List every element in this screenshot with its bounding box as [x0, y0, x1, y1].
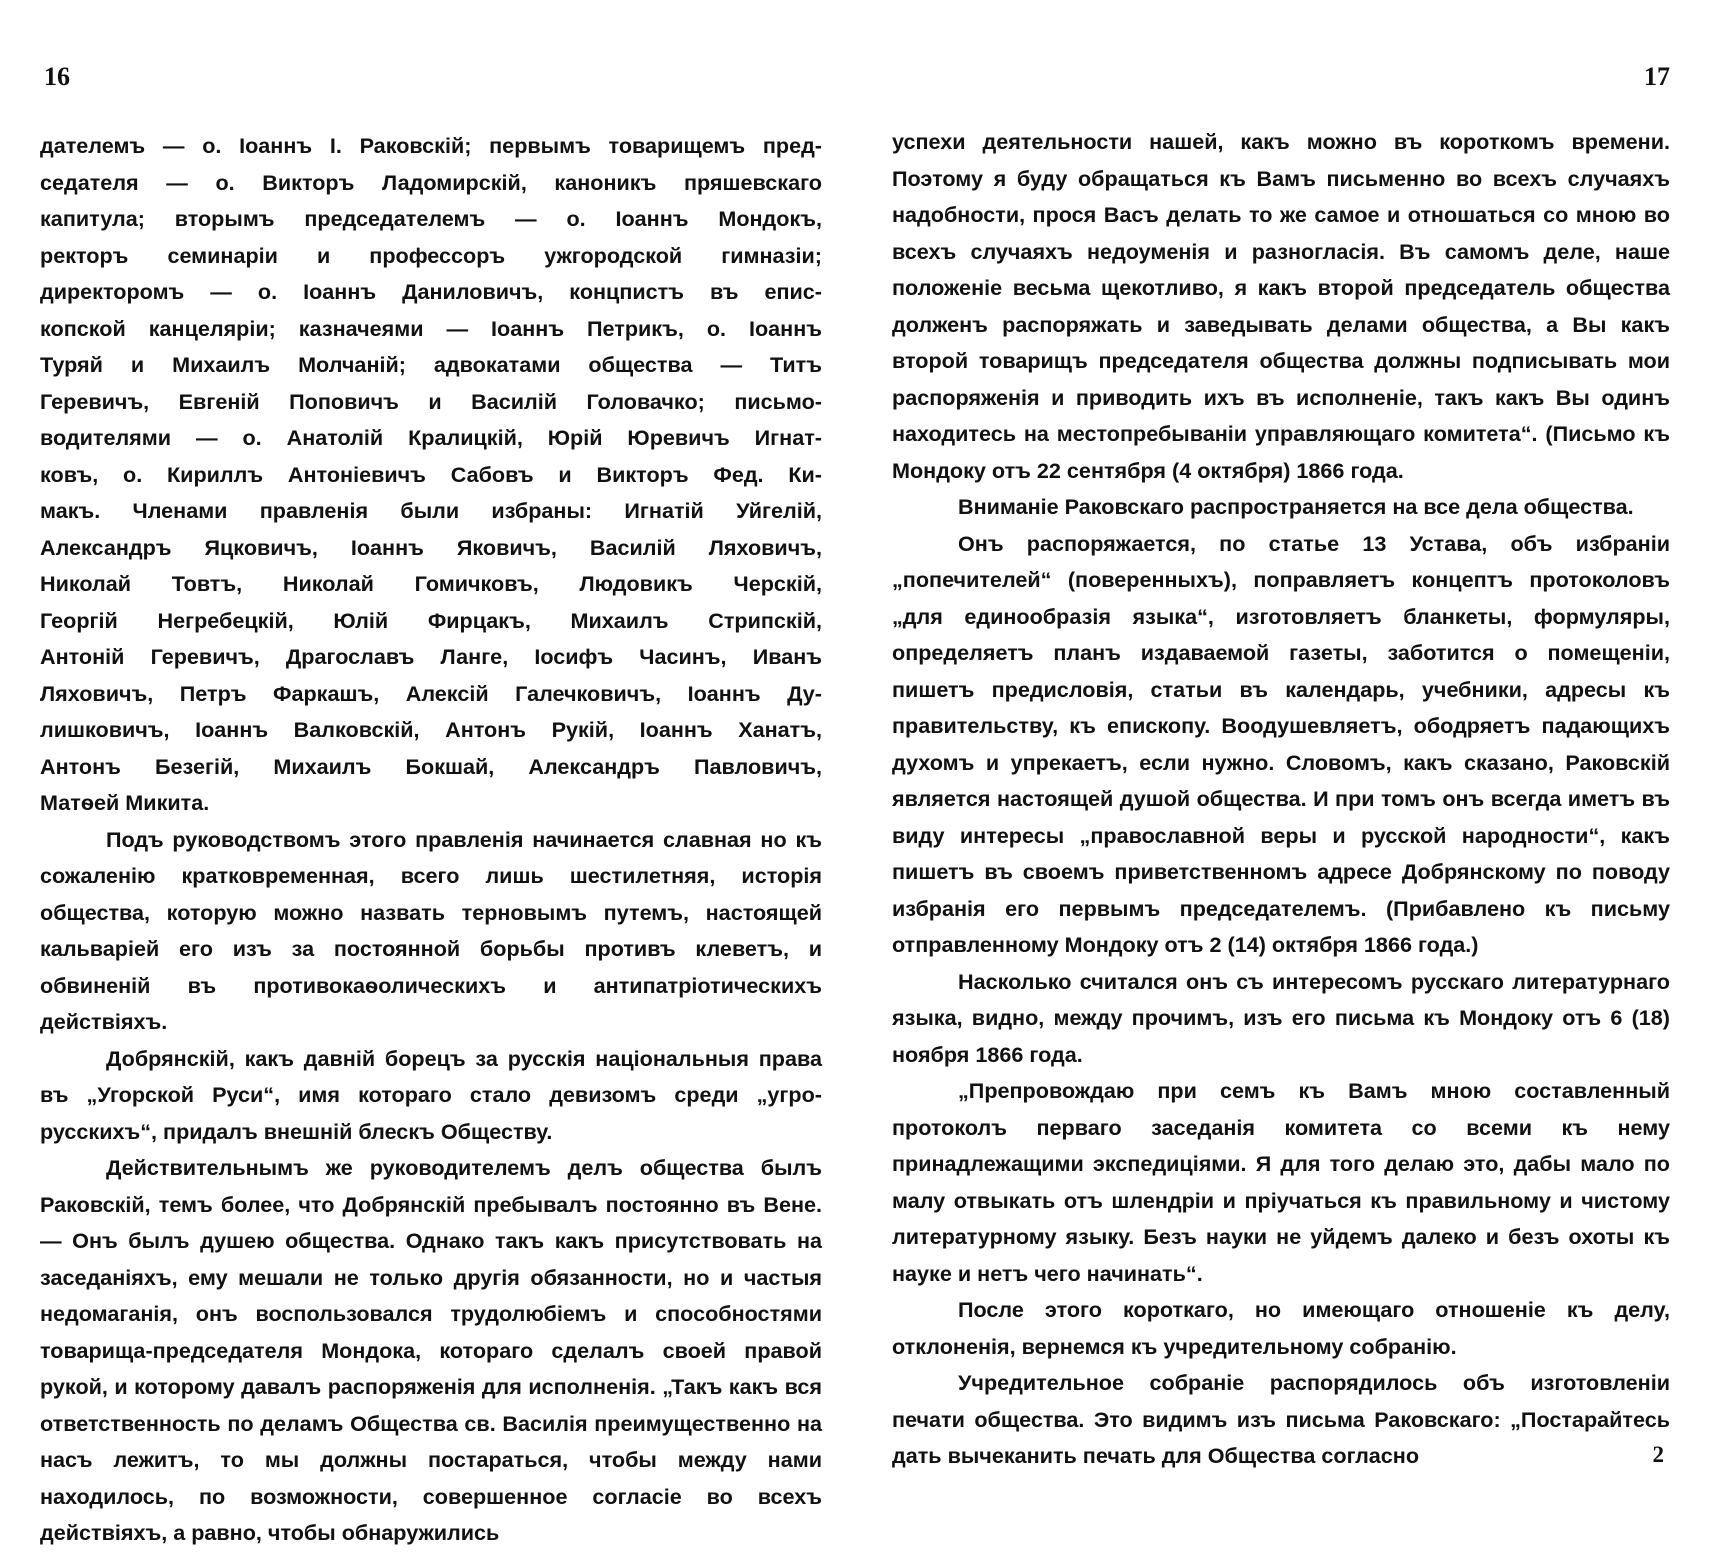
paragraph: Подъ руководствомъ этого правленія начинается славная но къ сожаленію кратковременная, всего лишь шестилетняя, исторія общества, которую можно назвать терновымъ путемъ, настоящей кальваріей его изъ за постоянной борьбы противъ клеветъ, и обвиненій въ противокаѳолическихъ и антипатріотическихъ действіяхъ. — [40, 826, 822, 1034]
text-line: Антонъ Безегій, Михаилъ Бокшай, Александръ Павловичъ, — [40, 753, 822, 779]
paragraph: Учредительное собраніе распорядилось объ изготовленіи печати общества. Это видимъ изъ письма Раковскаго: „Постарайтесь дать вычеканить печать для Общества согласно — [892, 1370, 1670, 1468]
paragraph: Насколько считался онъ съ интересомъ русскаго литературнаго языка, видно, между прочимъ, изъ его письма къ Мондоку отъ 6 (18) ноября 1866 года. — [892, 968, 1670, 1067]
paragraph: Вниманіе Раковскаго распространяется на все дела общества. — [958, 494, 1634, 519]
text-line: водителями — о. Анатолій Кралицкій, Юрій Юревичъ Игнат- — [40, 425, 822, 450]
page-number: 16 — [44, 62, 70, 91]
paragraph: Онъ распоряжается, по статье 13 Устава, объ избраніи „попечителей“ (поверенныхъ), поправляетъ концептъ протоколовъ „для единообразія языка“, изготовляетъ бланкеты, формуляры, определяетъ планъ издаваемой газеты, заботится о помещеніи, пишетъ предисловія, статьи въ календарь, учебники, адресы къ правительству, къ епископу. Воодушевляетъ, ободряетъ падающихъ духомъ и упрекаетъ, если нужно. Словомъ, какъ сказано, Раковскій является настоящей душой общества. И при томъ онъ всегда иметъ въ виду интересы „православной веры и русской народности“, какъ пишетъ въ своемъ приветственномъ адресе Добрянскому по поводу избранія его первымъ председателемъ. (Прибавлено къ письму отправленному Мондоку отъ 2 (14) октября 1866 года.) — [892, 530, 1670, 957]
page-text — [892, 124, 1670, 1475]
text-line: капитула; вторымъ председателемъ — о. Іоаннъ Мондокъ, — [40, 206, 822, 231]
text-line: Антоній Геревичъ, Драгославъ Ланге, Іосифъ Часинъ, Иванъ — [40, 644, 822, 669]
text-line: дателемъ — о. Іоаннъ І. Раковскій; первымъ товарищемъ пред- — [40, 133, 822, 158]
text-line: Туряй и Михаилъ Молчаній; адвокатами общества — Титъ — [40, 352, 822, 377]
text-line: Николай Товтъ, Николай Гомичковъ, Людовикъ Черскій, — [40, 571, 822, 596]
text-line: ректоръ семинаріи и профессоръ ужгородской гимназіи; — [40, 242, 822, 268]
text-line: копской канцеляріи; казначеями — Іоаннъ Петрикъ, о. Іоаннъ — [40, 315, 822, 341]
paragraph: „Препровождаю при семъ къ Вамъ мною составленный протоколъ перваго заседанія комитета со всеми къ нему принадлежащими экспедиціями. Я для того делаю это, дабы мало по малу отвыкать отъ шлендріи и пріучаться къ правильному и чистому литературному языку. Безъ науки не уйдемъ далеко и безъ охоты къ науке и нетъ чего начинать“. — [892, 1078, 1670, 1286]
text-line: макъ. Членами правленія были избраны: Игнатій Уйгелій, — [40, 498, 822, 523]
paragraph — [40, 128, 822, 822]
text-line: Геревичъ, Евгеній Поповичъ и Василій Головачко; письмо- — [40, 388, 822, 414]
text-line: Георгій Негребецкій, Юлій Фирцакъ, Михаилъ Стрипскій, — [40, 607, 822, 633]
paragraph: После этого короткаго, но имеющаго отношеніе къ делу, отклоненія, вернемся къ учредительному собранію. — [892, 1297, 1670, 1359]
text-line: Матѳей Микита. — [40, 790, 210, 815]
text-line: ковъ, о. Кириллъ Антоніевичъ Сабовъ и Викторъ Фед. Ки- — [40, 461, 822, 487]
paragraph: Добрянскій, какъ давній борецъ за русскія національныя права въ „Угорской Руси“, имя котораго стало девизомъ среди „угро-русскихъ“, придалъ внешній блескъ Обществу. — [40, 1045, 822, 1144]
text-line: директоромъ — о. Іоаннъ Даниловичъ, концпистъ въ епис- — [40, 279, 822, 304]
signature-mark: 2 — [1652, 1442, 1664, 1467]
text-line: Александръ Яцковичъ, Іоаннъ Яковичъ, Василій Ляховичъ, — [40, 534, 822, 560]
text-line: лишковичъ, Іоаннъ Валковскій, Антонъ Рукій, Іоаннъ Ханатъ, — [40, 717, 822, 742]
page-text — [40, 128, 822, 1552]
page-number: 17 — [1644, 62, 1670, 91]
paragraph: успехи деятельности нашей, какъ можно въ короткомъ времени. Поэтому я буду обращаться къ Вамъ письменно во всехъ случаяхъ надобности, прося Васъ делать то же самое и отношаться со мною во всехъ случаяхъ недоуменія и разногласія. Въ самомъ деле, наше положеніе весьма щекотливо, я какъ второй председатель общества долженъ распоряжать и заведывать делами общества, а Вы какъ второй товарищъ председателя общества должны подписывать мои распоряженія и приводить ихъ въ исполненіе, такъ какъ Вы одинъ находитесь на местопребываніи управляющаго комитета“. (Письмо къ Мондоку отъ 22 сентября (4 октября) 1866 года. — [892, 129, 1670, 483]
left-page — [40, 0, 822, 1545]
paragraph: Действительнымъ же руководителемъ делъ общества былъ Раковскій, темъ более, что Добрянскій пребывалъ постоянно въ Вене. — Онъ былъ душею общества. Однако такъ какъ присутствовать на заседаніяхъ, ему мешали не только другія обязанности, но и частыя недомаганія, онъ воспользовался трудолюбіемъ и способностями товарища-председателя Мондока, котораго сделалъ своей правой рукой, и которому давалъ распоряженія для исполненія. „Такъ какъ вся ответственность по деламъ Общества св. Василія преимущественно на насъ лежитъ, то мы должны постараться, чтобы между нами находилось, по возможности, совершенное согласіе во всехъ действіяхъ, а равно, чтобы обнаружились — [40, 1155, 822, 1545]
text-line: Ляховичъ, Петръ Фаркашъ, Алексій Галечковичъ, Іоаннъ Ду- — [40, 680, 822, 706]
text-line: седателя — о. Викторъ Ладомирскій, каноникъ пряшевскаго — [40, 169, 822, 195]
right-page — [892, 0, 1670, 1500]
